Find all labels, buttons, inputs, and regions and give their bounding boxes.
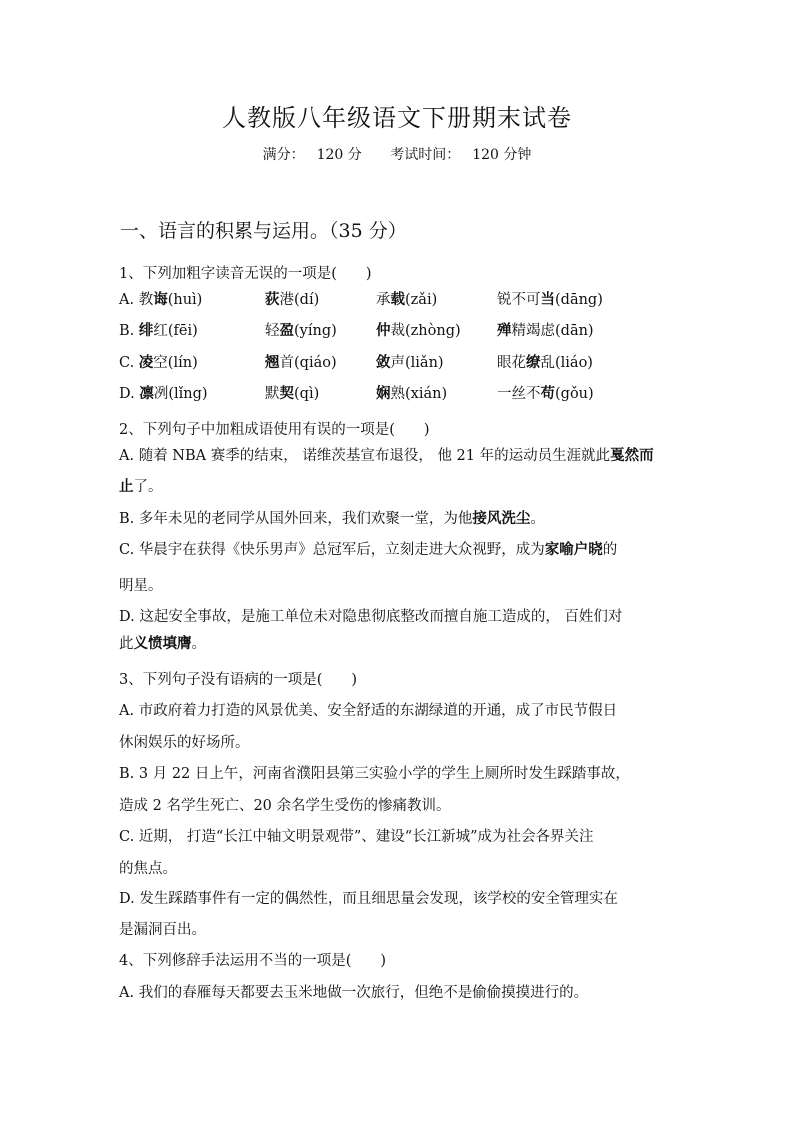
q2-option-a: A. 随着 NBA 赛季的结束， 诺维茨基宣布退役， 他 21 年的运动员生涯就此戛然而 — [119, 447, 654, 464]
question-2-stem: 2、下列句子中加粗成语使用有误的一项是( ) — [119, 422, 430, 438]
q3-option-a: A. 市政府着力打造的风景优美、安全舒适的东湖绿道的开通，成了市民节假日 — [119, 703, 618, 719]
q2-option-c: C. 华晨宇在获得《快乐男声》总冠军后，立刻走进大众视野，成为家喻户晓的 — [119, 541, 618, 558]
q2-option-d: D. 这起安全事故，是施工单位未对隐患彻底整改而擅自施工造成的， 百姓们对 — [119, 609, 623, 625]
full-score: 120 分 — [316, 147, 362, 163]
q2-option-d-cont: 此义愤填膺。 — [119, 635, 206, 652]
question-1-stem: 1、下列加粗字读音无误的一项是( ) — [119, 266, 372, 282]
option-label: B. — [119, 323, 135, 339]
section-heading: 一、语言的积累与运用。（35 分） — [120, 220, 407, 242]
option-label: D. — [119, 386, 135, 402]
q3-option-c-cont: 的焦点。 — [119, 861, 177, 877]
q3-option-b-cont: 造成 2 名学生死亡、20 余名学生受伤的惨痛教训。 — [119, 798, 451, 814]
page-title: 人教版八年级语文下册期末试卷 — [222, 104, 572, 132]
option-label: A. — [119, 292, 135, 308]
q3-option-c: C. 近期， 打造“长江中轴文明景观带”、建设“长江新城”成为社会各界关注 — [119, 829, 594, 845]
q4-option-a: A. 我们的春雁每天都要去玉米地做一次旅行，但绝不是偷偷摸摸进行的。 — [119, 985, 589, 1001]
option-label: C. — [119, 355, 135, 371]
q3-option-a-cont: 休闲娱乐的好场所。 — [119, 735, 250, 751]
q3-option-d: D. 发生踩踏事件有一定的偶然性，而且细思量会发现，该学校的安全管理实在 — [119, 891, 618, 907]
time-label: 考试时间： — [390, 147, 461, 163]
full-score-label: 满分： — [262, 147, 305, 163]
exam-time: 120 分钟 — [472, 147, 532, 163]
q3-option-b: B. 3 月 22 日上午，河南省濮阳县第三实验小学的学生上厕所时发生踩踏事故， — [119, 766, 630, 782]
q3-option-d-cont: 是漏洞百出。 — [119, 922, 206, 938]
q2-option-b: B. 多年未见的老同学从国外回来，我们欢聚一堂，为他接风洗尘。 — [119, 510, 545, 527]
exam-page: 人教版八年级语文下册期末试卷 满分： 120 分 考试时间： 120 分钟 一、语言的积累与运用。（35 分） 1、下列加粗字读音无误的一项是( ) A. 教诲(huì) 荻港(dí) 承载(zǎi) 锐不可当(dāng) B. 绯红(fēi) 轻盈(yíng) 仲裁(zhòng) 殚精竭虑(dān) C. 凌空(lín) 翘首(qiáo) 敛声(liǎn) 眼花缭乱(liáo) D. 凛冽(lǐng) 默契(qì) 娴熟(xián) 一丝不苟(gǒu) 2、下列句子中加粗成语使用有误的一项是( ) A. 随着 NBA 赛季的结束， 诺维茨基宣布退役， 他 21 年的运动员生涯就此戛然而 止了。 B. 多年未见的老同学从国外回来，我们欢聚一堂，为他接风洗尘。 C. 华晨宇在获得《快乐男声》总冠军后，立刻走进大众视野，成为家喻户晓的 明星。 D. 这起安全事故，是施工单位未对隐患彻底整改而擅自施工造成的， 百姓们对 此义愤填膺。 3、下列句子没有语病的一项是( ) A. 市政府着力打造的风景优美、安全舒适的东湖绿道的开通，成了市民节假日 休闲娱乐的好场所。 B. 3 月 22 日上午，河南省濮阳县第三实验小学的学生上厕所时发生踩踏事故， 造成 2 名学生死亡、20 余名学生受伤的惨痛教训。 C. 近期， 打造“长江中轴文明景观带”、建设“长江新城”成为社会各界关注 的焦点。 D. 发生踩踏事件有一定的偶然性，而且细思量会发现，该学校的安全管理实在 是漏洞百出。 4、下列修辞手法运用不当的一项是( ) A. 我们的春雁每天都要去玉米地做一次旅行，但绝不是偷偷摸摸进行的。 — [0, 0, 794, 1123]
question-3-stem: 3、下列句子没有语病的一项是( ) — [119, 672, 358, 688]
question-4-stem: 4、下列修辞手法运用不当的一项是( ) — [119, 953, 387, 969]
q2-option-a-cont: 止了。 — [119, 478, 163, 495]
q2-option-c-cont: 明星。 — [119, 578, 163, 594]
exam-meta — [0, 144, 794, 164]
